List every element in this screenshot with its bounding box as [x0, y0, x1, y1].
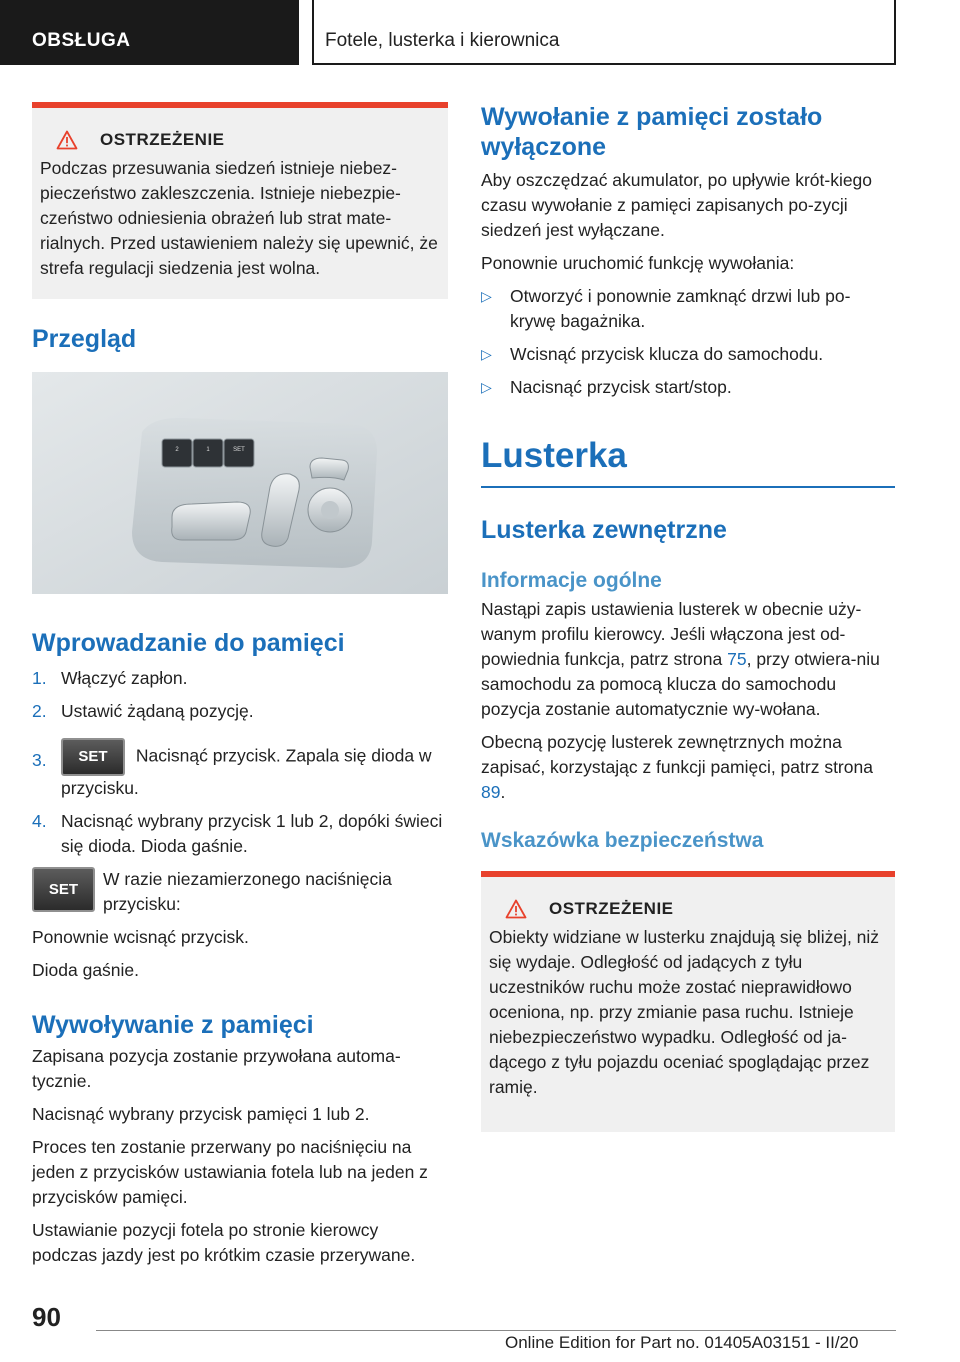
note-paragraph: Dioda gaśnie.	[32, 960, 140, 980]
store-heading: Wprowadzanie do pamięci	[32, 629, 345, 657]
warning-title-row	[505, 899, 887, 919]
photo-button-1: 1	[206, 447, 210, 453]
recall-paragraph: Nacisnąć wybrany przycisk pamięci 1 lub 2.	[32, 1104, 370, 1124]
step-number: 1.	[32, 668, 47, 688]
general-text: Nastąpi zapis ustawienia lusterek w obecnie uży-wanym profilu kierowcy. Jeśli włączona jest od-powiednia funkcja, patrz strona	[481, 599, 862, 669]
footer-divider	[96, 1330, 896, 1331]
list-item	[481, 342, 895, 367]
header-section-tab	[0, 0, 299, 65]
general-paragraph	[481, 730, 895, 805]
warning-title: OSTRZEŻENIE	[100, 130, 225, 149]
recall-paragraph: Zapisana pozycja zostanie przywołana automa-tycznie.	[32, 1046, 401, 1091]
page-link-75[interactable]: 75	[727, 649, 747, 669]
general-info-heading: Informacje ogólne	[481, 569, 662, 592]
list-item	[32, 738, 448, 801]
list-item	[481, 375, 895, 400]
step-text: Ustawić żądaną pozycję.	[61, 701, 254, 721]
step-text: Nacisnąć przycisk. Zapala się dioda w przycisku.	[61, 745, 432, 798]
recall-off-paragraph: Ponownie uruchomić funkcję wywołania:	[481, 253, 795, 273]
recall-paragraph: Proces ten zostanie przerwany po naciśnięciu na jeden z przycisków ustawiania fotela lub na jeden z przycisków pamięci.	[32, 1137, 428, 1207]
ext-mirrors-heading: Lusterka zewnętrzne	[481, 516, 727, 544]
set-button-icon: SET	[61, 738, 125, 776]
general-text: .	[500, 782, 506, 802]
recall-heading: Wywoływanie z pamięci	[32, 1011, 314, 1039]
recall-off-heading: Wywołanie z pamięci zostało wyłączone	[481, 103, 823, 161]
recall-paragraph: Ustawianie pozycji fotela po stronie kierowcy podczas jazdy jest po krótkim czasie przerywane.	[32, 1220, 416, 1265]
warning-triangle-icon	[56, 130, 78, 150]
list-item	[32, 809, 448, 859]
step-number: 3.	[32, 750, 47, 770]
step-text: Nacisnąć wybrany przycisk 1 lub 2, dopóki świeci się dioda. Dioda gaśnie.	[61, 811, 443, 856]
warning-title-row	[56, 130, 440, 150]
warning-triangle-icon	[505, 899, 527, 919]
note-paragraph: Ponownie wcisnąć przycisk.	[32, 927, 249, 947]
warning-title: OSTRZEŻENIE	[549, 899, 674, 918]
memory-buttons	[162, 439, 254, 467]
note-text: W razie niezamierzonego naciśnięcia przycisku:	[103, 869, 392, 914]
photo-button-set: SET	[233, 447, 245, 453]
general-paragraph	[481, 597, 895, 722]
set-button-icon: SET	[32, 867, 95, 912]
page-number: 90	[32, 1302, 61, 1332]
header-chapter-label: Fotele, lusterka i kierownica	[325, 30, 560, 51]
list-item	[481, 284, 895, 334]
warning-box-seats	[32, 102, 448, 299]
mirrors-heading: Lusterka	[481, 436, 895, 488]
seat-controls-photo	[32, 372, 448, 594]
overview-heading: Przegląd	[32, 325, 137, 353]
warning-box-mirrors	[481, 871, 895, 1132]
triangle-bullet-icon: ▷	[481, 346, 492, 362]
step-text: Włączyć zapłon.	[61, 668, 188, 688]
header-section-label: OBSŁUGA	[32, 30, 131, 51]
list-item-text: Nacisnąć przycisk start/stop.	[510, 377, 732, 397]
recall-off-list	[481, 284, 895, 400]
warning-text: Podczas przesuwania siedzeń istnieje niebez-pieczeństwo zakleszczenia. Istnieje niebezpie-czeństwo odniesienia obrażeń lub strat mate-rialnych. Przed ustawieniem należy się upewnić, że strefa regulacji siedzenia jest wolna.	[40, 158, 438, 278]
list-item-text: Otworzyć i ponownie zamknąć drzwi lub po-krywę bagażnika.	[510, 286, 851, 331]
general-text: Obecną pozycję lusterek zewnętrznych można zapisać, korzystając z funkcji pamięci, patrz strona	[481, 732, 873, 777]
header-chapter-tab	[312, 0, 896, 65]
right-column	[481, 102, 895, 1132]
left-column	[32, 102, 448, 1276]
safety-heading: Wskazówka bezpieczeństwa	[481, 829, 764, 852]
photo-button-2: 2	[175, 447, 179, 453]
triangle-bullet-icon: ▷	[481, 379, 492, 395]
page-link-89[interactable]: 89	[481, 782, 501, 802]
warning-text: Obiekty widziane w lusterku znajdują się bliżej, niż się wydaje. Odległość od jadących z tyłu uczestników ruchu może zostać nieprawidłowo oceniona, np. przy zmianie pasa ruchu. Istnieje niebezpieczeństwo wypadku. Odległość od ja-dącego z tyłu pojazdu oceniać spoglądając przez ramię.	[489, 927, 880, 1097]
general-text: , przy otwiera-niu samochodu za pomocą klucza do samochodu pozycja zostanie automatycznie wy-wołana.	[481, 649, 880, 719]
footer-edition: Online Edition for Part no. 01405A03151 - II/20	[505, 1333, 859, 1352]
list-item	[32, 666, 448, 691]
note-block	[32, 867, 448, 917]
triangle-bullet-icon: ▷	[481, 288, 492, 304]
recall-off-paragraph: Aby oszczędzać akumulator, po upływie krót-kiego czasu wywołanie z pamięci zapisanych po-zycji siedzeń jest wyłączane.	[481, 170, 873, 240]
list-item-text: Wcisnąć przycisk klucza do samochodu.	[510, 344, 824, 364]
store-steps-list	[32, 666, 448, 859]
step-number: 4.	[32, 811, 47, 831]
list-item	[32, 699, 448, 724]
step-number: 2.	[32, 701, 47, 721]
